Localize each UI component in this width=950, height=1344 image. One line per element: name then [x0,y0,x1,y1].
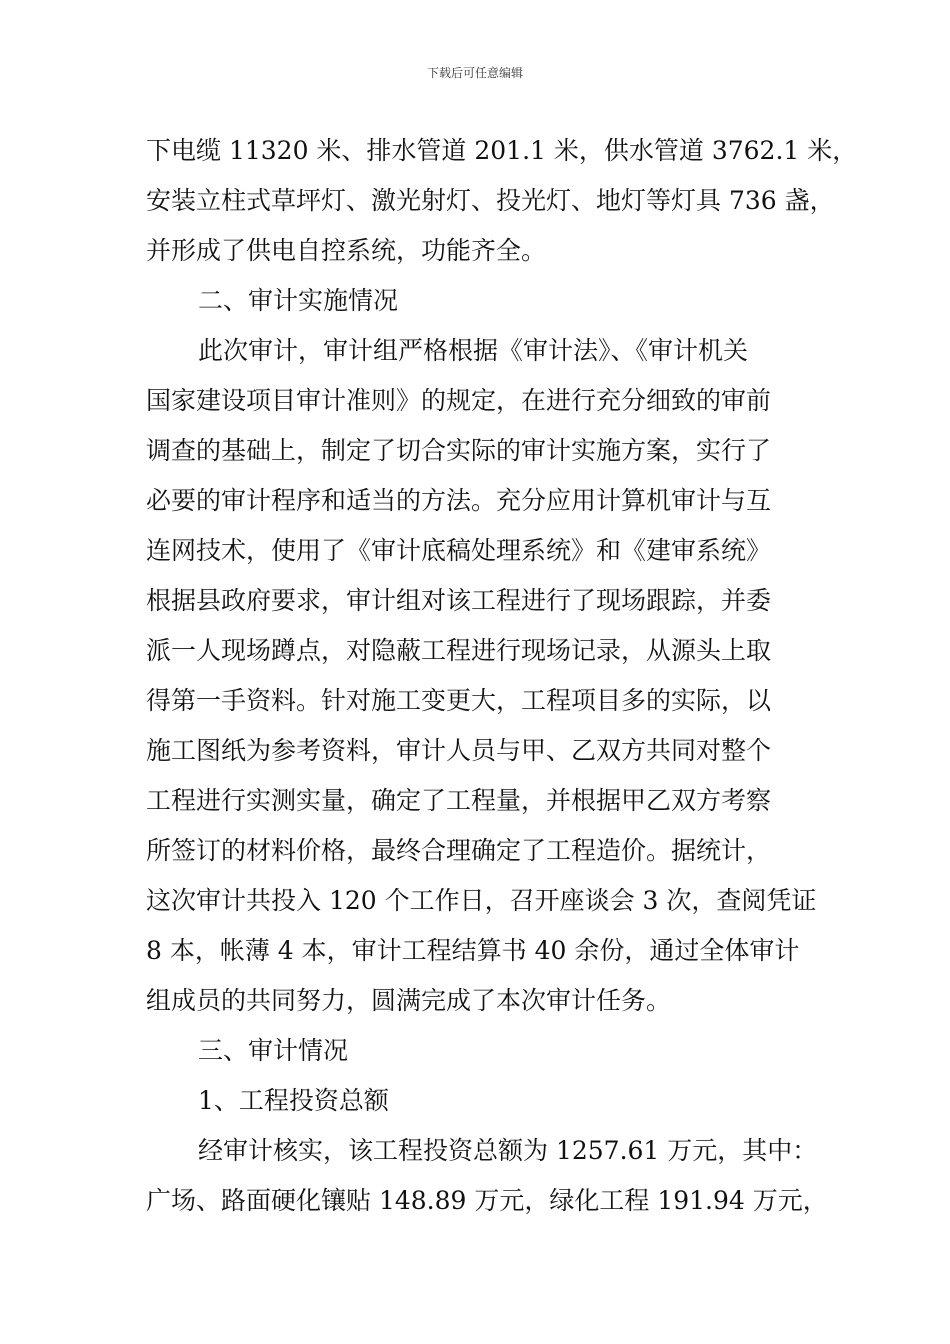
text-line: 这次审计共投入 120 个工作日，召开座谈会 3 次，查阅凭证 [146,886,817,915]
text-line: 广场、路面硬化镶贴 148.89 万元，绿化工程 191.94 万元， [146,1186,828,1215]
document-body [146,126,858,1226]
text-line: 得第一手资料。针对施工变更大，工程项目多的实际，以 [146,686,772,715]
text-line: 国家建设项目审计准则》的规定，在进行充分细致的审前 [146,386,772,415]
text-line: 必要的审计程序和适当的方法。充分应用计算机审计与互 [146,486,772,515]
text-line: 此次审计，审计组严格根据《审计法》、《审计机关 [198,336,749,365]
text-line: 三、审计情况 [198,1036,349,1065]
text-line: 根据县政府要求，审计组对该工程进行了现场跟踪，并委 [146,586,772,615]
text-line: 并形成了供电自控系统，功能齐全。 [146,236,547,265]
text-line: 所签订的材料价格，最终合理确定了工程造价。据统计， [146,836,772,865]
text-line: 经审计核实，该工程投资总额为 1257.61 万元，其中： [198,1136,818,1165]
text-line: 8 本，帐薄 4 本，审计工程结算书 40 余份，通过全体审计 [146,936,800,965]
text-line: 施工图纸为参考资料，审计人员与甲、乙双方共同对整个 [146,736,772,765]
text-line: 连网技术，使用了《审计底稿处理系统》和《建审系统》 [146,536,772,565]
text-line: 1、工程投资总额 [198,1086,389,1115]
text-line: 工程进行实测实量，确定了工程量，并根据甲乙双方考察 [146,786,772,815]
text-line: 派一人现场蹲点，对隐蔽工程进行现场记录，从源头上取 [146,636,772,665]
text-line: 组成员的共同努力，圆满完成了本次审计任务。 [146,986,672,1015]
text-line: 下电缆 11320 米、排水管道 201.1 米，供水管道 3762.1 米， [146,136,858,165]
text-line: 调查的基础上，制定了切合实际的审计实施方案，实行了 [146,436,772,465]
page-header: 下载后可任意编辑 [426,66,523,80]
text-line: 二、审计实施情况 [198,286,399,315]
text-line: 安装立柱式草坪灯、激光射灯、投光灯、地灯等灯具 736 盏， [146,186,835,215]
